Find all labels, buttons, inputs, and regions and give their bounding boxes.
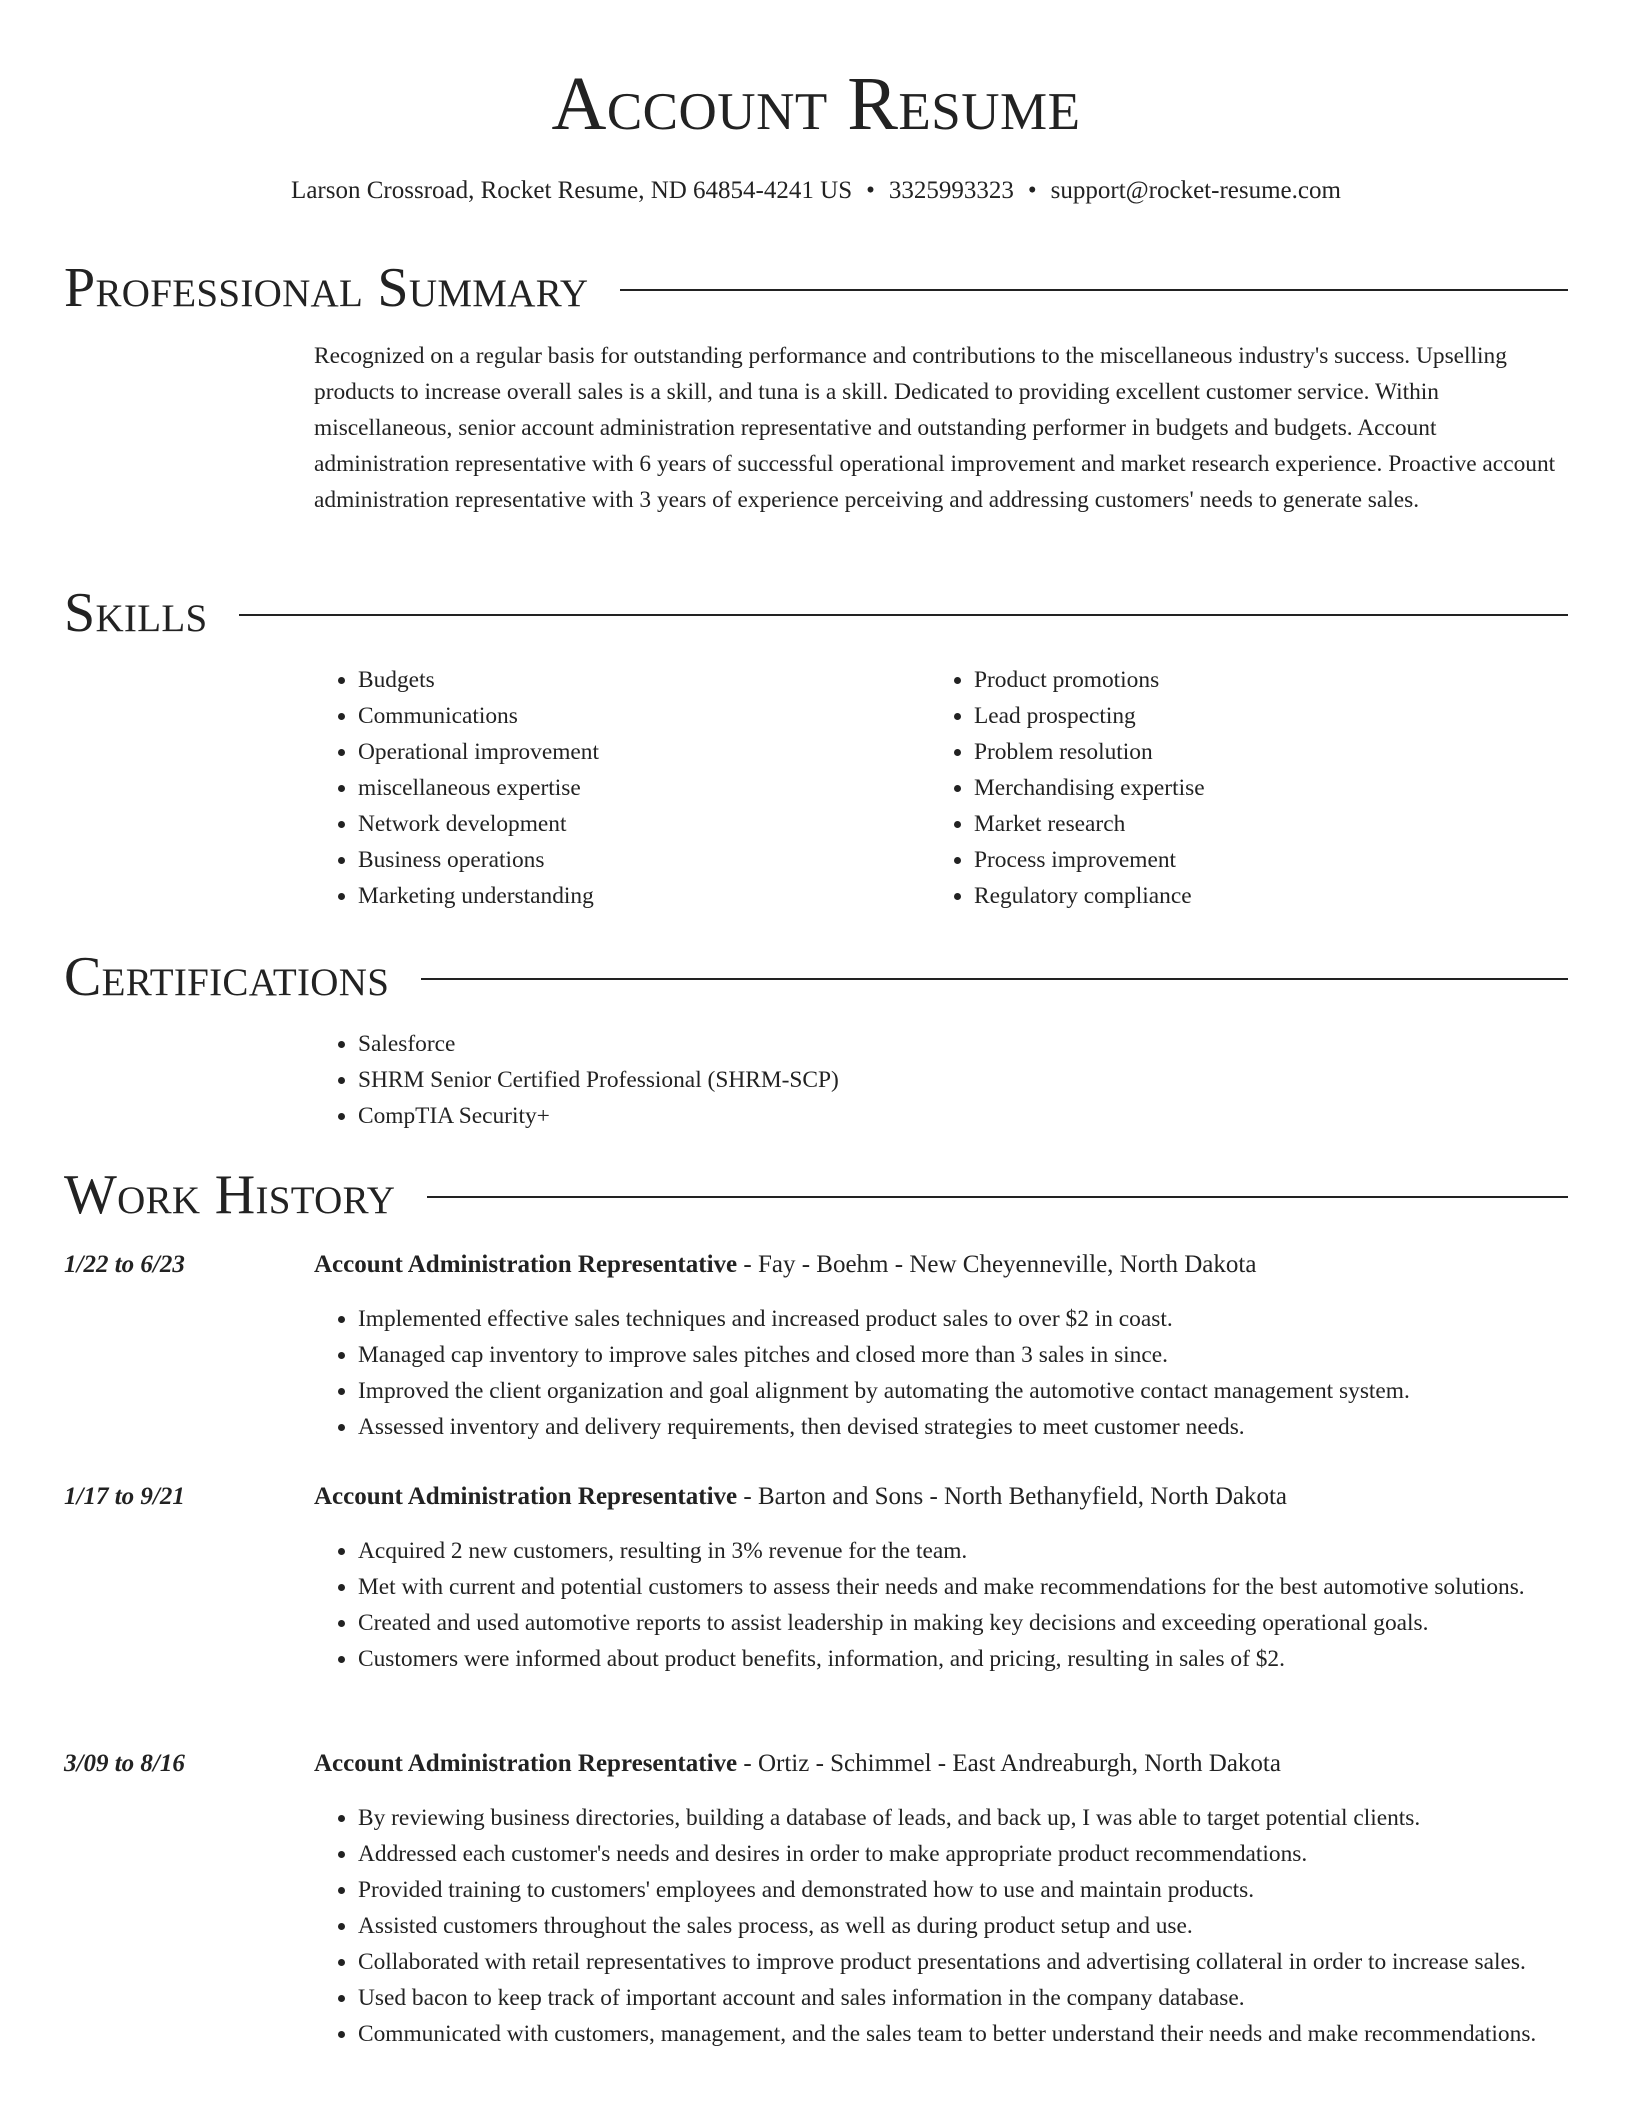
address: Larson Crossroad, Rocket Resume, ND 64854-4241 US	[291, 177, 853, 204]
skill-item: • Merchandising expertise	[974, 770, 1205, 806]
certifications-list	[314, 1026, 839, 1134]
skill-item: • Market research	[974, 806, 1205, 842]
job-duties-list	[314, 1533, 1568, 1677]
job-dates: 1/22 to 6/23	[64, 1251, 185, 1278]
duty-item: • Provided training to customers' employees and demonstrated how to use and maintain products.	[358, 1872, 1568, 1908]
certifications-column	[314, 1026, 839, 1134]
certifications-section-header	[64, 942, 1568, 1012]
job-role: Account Administration Representative	[314, 1251, 738, 1278]
section-heading: Work History	[64, 1164, 396, 1226]
duty-item: • Improved the client organization and goal alignment by automating the automotive contact management system.	[358, 1373, 1568, 1409]
skill-item: • Communications	[358, 698, 599, 734]
job-dates: 1/17 to 9/21	[64, 1483, 185, 1510]
job-dates: 3/09 to 8/16	[64, 1750, 185, 1777]
contact-line	[0, 174, 1632, 208]
duty-item: • Used bacon to keep track of important account and sales information in the company database.	[358, 1980, 1568, 2016]
resume-title: Account Resume	[551, 62, 1081, 146]
section-divider	[421, 978, 1568, 980]
job-role: Account Administration Representative	[314, 1483, 738, 1510]
skill-item: • Lead prospecting	[974, 698, 1205, 734]
summary-text: Recognized on a regular basis for outstanding performance and contributions to the miscellaneous industry's success. Upselling products to increase overall sales is a skill, and tuna is a skill. Dedicated to providing excellent customer service. Within miscellaneous, senior account administration representative and outstanding performer in budgets and budgets. Account administration representative with 6 years of successful operational improvement and market research experience. Proactive account administration representative with 3 years of experience perceiving and addressing customers' needs to generate sales.	[314, 343, 1556, 513]
job-duties-list	[314, 1800, 1568, 2052]
skill-item: • Marketing understanding	[358, 878, 599, 914]
duty-item: • Assisted customers throughout the sales process, as well as during product setup and use.	[358, 1908, 1568, 1944]
job-employer-location: - Fay - Boehm - New Cheyenneville, North Dakota	[737, 1251, 1257, 1278]
skill-item: • Process improvement	[974, 842, 1205, 878]
certification-item: • SHRM Senior Certified Professional (SHRM-SCP)	[358, 1062, 839, 1098]
skill-item: • Business operations	[358, 842, 599, 878]
job-duties	[314, 1301, 1568, 1445]
section-heading: Professional Summary	[64, 257, 589, 319]
job-title-line	[314, 1746, 1568, 1782]
duty-item: • Managed cap inventory to improve sales pitches and closed more than 3 sales in since.	[358, 1337, 1568, 1373]
duty-item: • Addressed each customer's needs and desires in order to make appropriate product recommendations.	[358, 1836, 1568, 1872]
skills-column-right	[930, 662, 1205, 914]
section-divider	[620, 289, 1568, 291]
skills-section-header	[64, 578, 1568, 648]
skill-item: • Network development	[358, 806, 599, 842]
section-heading: Certifications	[64, 946, 390, 1008]
skill-item: • Regulatory compliance	[974, 878, 1205, 914]
job-title-line	[314, 1479, 1568, 1515]
skills-list	[314, 662, 599, 914]
skills-column-left	[314, 662, 599, 914]
separator: •	[866, 177, 875, 204]
skill-item: • Operational improvement	[358, 734, 599, 770]
duty-item: • Implemented effective sales techniques and increased product sales to over $2 in coast.	[358, 1301, 1568, 1337]
duty-item: • By reviewing business directories, building a database of leads, and back up, I was able to target potential clients.	[358, 1800, 1568, 1836]
phone: 3325993323	[888, 177, 1014, 204]
separator: •	[1027, 177, 1037, 204]
skill-item: • miscellaneous expertise	[358, 770, 599, 806]
section-heading: Skills	[64, 582, 208, 644]
duty-item: • Acquired 2 new customers, resulting in 3% revenue for the team.	[358, 1533, 1568, 1569]
section-divider	[427, 1196, 1568, 1198]
job-duties-list	[314, 1301, 1568, 1445]
duty-item: • Assessed inventory and delivery requirements, then devised strategies to meet customer needs.	[358, 1409, 1568, 1445]
certification-item: • CompTIA Security+	[358, 1098, 839, 1134]
skill-item: • Problem resolution	[974, 734, 1205, 770]
email: support@rocket-resume.com	[1050, 177, 1341, 204]
skill-item: • Budgets	[358, 662, 599, 698]
job-employer-location: - Ortiz - Schimmel - East Andreaburgh, North Dakota	[737, 1750, 1281, 1777]
skill-item: • Product promotions	[974, 662, 1205, 698]
job-employer-location: - Barton and Sons - North Bethanyfield, North Dakota	[737, 1483, 1288, 1510]
duty-item: • Met with current and potential customers to assess their needs and make recommendations for the best automotive solutions.	[358, 1569, 1568, 1605]
job-duties	[314, 1800, 1568, 2052]
skills-list	[930, 662, 1205, 914]
certification-item: • Salesforce	[358, 1026, 839, 1062]
work-history-section-header	[64, 1160, 1568, 1230]
job-title-line	[314, 1247, 1568, 1283]
section-divider	[239, 614, 1568, 616]
duty-item: • Collaborated with retail representatives to improve product presentations and advertising collateral in order to increase sales.	[358, 1944, 1568, 1980]
duty-item: • Customers were informed about product benefits, information, and pricing, resulting in sales of $2.	[358, 1641, 1568, 1677]
job-duties	[314, 1533, 1568, 1677]
summary-section-header	[64, 253, 1568, 323]
job-role: Account Administration Representative	[314, 1750, 738, 1777]
duty-item: • Communicated with customers, management, and the sales team to better understand their needs and make recommendations.	[358, 2016, 1568, 2052]
duty-item: • Created and used automotive reports to assist leadership in making key decisions and exceeding operational goals.	[358, 1605, 1568, 1641]
